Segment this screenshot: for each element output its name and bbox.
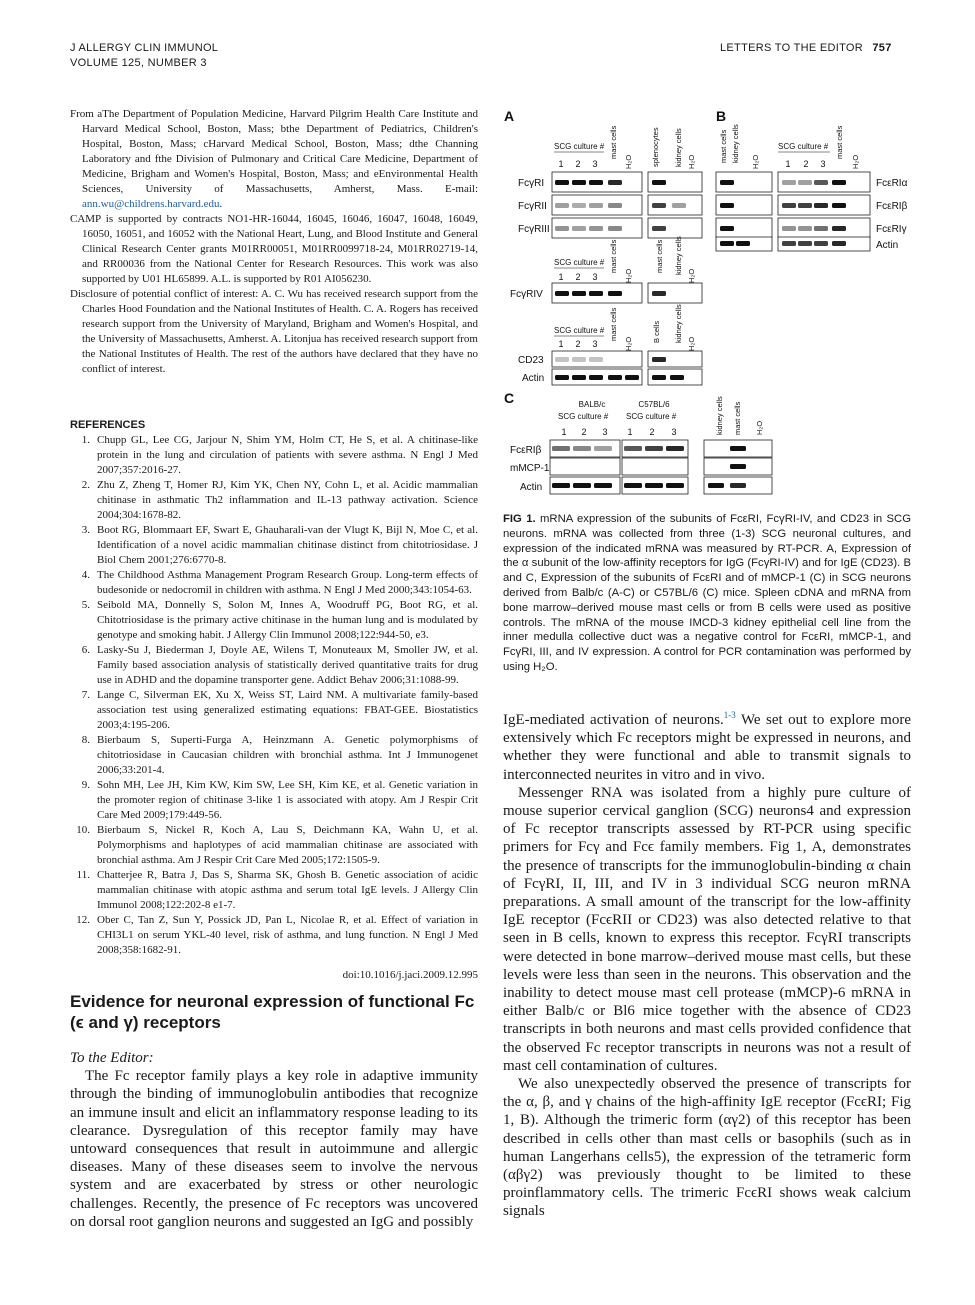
reference-text: Seibold MA, Donnelly S, Solon M, Innes A, Woodruff PG, Boot RG, et al. Chitotriosidase is the primary active chitinase in the human lung and is modulated by genotype and smoking habit. J Allergy Clin Immunol 2008;122:944-50, e3.: [97, 599, 478, 641]
reference-text: Chatterjee R, Batra J, Das S, Sharma SK, Ghosh B. Genetic association of acidic mammalian chitinase with atopic asthma and serum total IgE levels. J Allergy Clin Immunol 2008;122:202-8 e1-7.: [97, 869, 478, 911]
gel-band: [589, 180, 603, 185]
section-title: LETTERS TO THE EDITOR: [720, 42, 864, 54]
gel-band: [608, 180, 622, 185]
scg-culture-label: SCG culture #: [554, 142, 605, 151]
gel-band: [572, 375, 586, 380]
lane-number: 2: [803, 159, 809, 169]
page-number: 757: [872, 42, 892, 54]
gel-band: [555, 291, 569, 296]
lane-number: 1: [558, 159, 564, 169]
lane-number: 2: [575, 159, 581, 169]
gel-band: [782, 203, 796, 208]
reference-text: Zhu Z, Zheng T, Homer RJ, Kim YK, Chen NY, Cohn L, et al. Acidic mammalian chitinase in asthmatic Th2 inflammation and IL-13 pathway activation. Science 2004;304:1678-82.: [97, 479, 478, 521]
col-label-kidney: kidney cells: [674, 236, 683, 275]
gel-band: [798, 203, 812, 208]
gel-band: [589, 203, 603, 208]
intro-paragraph: The Fc receptor family plays a key role in adaptive immunity through the binding of immunoglobulin antibodies that recognize an immune insult and elicit an inflammatory response leading to its clearance. Dysregulation of this receptor family may have untoward consequences that result in autoimmune and allergic diseases. Many of these diseases seem to involve the nervous system and are exacerbated by stress or other neurologic challenges. Recently, the presence of Fc receptors was uncovered on dorsal root ganglion neurons and suggested an IgG and possibly: [70, 1068, 478, 1230]
lane-number: 3: [592, 272, 598, 282]
gel-band: [720, 241, 734, 246]
gel-band: [625, 375, 639, 380]
gel-band: [555, 357, 569, 362]
results-paragraph-2: We also unexpectedly observed the presence of transcripts for the α, β, and γ chains of the high-affinity IgE receptor (FcϵRI; Fig 1, B). Although the trimeric form (αγ2) of this receptor has been described in cells other than mast cells or basophils (such as in human Langerhans cells5), the expression of the tetrameric form (αβγ2) was previously thought to be limited to these proinflammatory cells. The trimeric FcϵRI shows weak calcium signals: [503, 1076, 911, 1220]
gel-band: [573, 483, 591, 488]
gel-band: [589, 291, 603, 296]
reference-text: Bierbaum S, Superti-Furga A, Heinzmann A. Genetic polymorphisms of chitotriosidase in Caucasian children with bronchial asthma. Int J Immunogenet 2006;33:201-4.: [97, 734, 478, 776]
col-label-h2o: H₂O: [755, 420, 764, 435]
row-label-cd23: CD23: [518, 355, 544, 366]
reference-list: [70, 433, 478, 958]
gel-band: [589, 226, 603, 231]
reference-item: [70, 733, 478, 778]
continued-paragraph: [503, 706, 911, 784]
row-label-b: Actin: [876, 240, 899, 251]
col-label-bcells: B cells: [652, 320, 661, 343]
gel-band: [652, 226, 666, 231]
reference-item: [70, 913, 478, 958]
col-label-h2o: H₂O: [624, 336, 633, 351]
gel-band: [594, 483, 612, 488]
gel-band: [832, 226, 846, 231]
gel-band: [730, 483, 746, 488]
salutation: To the Editor:: [70, 1050, 154, 1066]
lane-number: 3: [820, 159, 826, 169]
reference-item: [70, 688, 478, 733]
col-label-h2o: H₂O: [851, 154, 860, 169]
col-label-kidney: kidney cells: [731, 124, 740, 163]
row-label-c: Actin: [520, 482, 543, 493]
col-label-h2o: H₂O: [687, 336, 696, 351]
gel-band: [720, 203, 734, 208]
reference-text: Chupp GL, Lee CG, Jarjour N, Shim YM, Holm CT, He S, et al. A chitinase-like protein in the lung and circulation of patients with severe asthma. N Engl J Med 2007;357:2016-27.: [97, 434, 478, 476]
reference-text: Boot RG, Blommaart EF, Swart E, Ghauharali-van der Vlugt K, Bijl N, Moe C, et al. Identification of a novel acidic mammalian chitinase distinct from chitotriosidase. J Biol Chem 2001;276:6770-8.: [97, 524, 478, 566]
lane-number: 2: [575, 339, 581, 349]
lane-number: 3: [592, 339, 598, 349]
col-label-kidney: kidney cells: [715, 396, 724, 435]
reference-number: 12.: [76, 914, 90, 926]
reference-item: [70, 643, 478, 688]
gel-band: [670, 375, 684, 380]
col-label-h2o: H₂O: [624, 154, 633, 169]
reference-text: Bierbaum S, Nickel R, Koch A, Lau S, Deichmann KA, Wahn U, et al. Polymorphisms and haplotypes of acid mammalian chitinase are associated with bronchial asthma. Am J Respir Crit Care Med 2005;172:1505-9.: [97, 824, 478, 866]
continued-rest: We set out to explore more extensively which Fc receptors might be expressed in neurons, and whether they were functional and able to transmit signals to interconnected neurites in vitro and in vivo.: [503, 712, 911, 783]
doi[interactable]: doi:10.1016/j.jaci.2009.12.995: [342, 969, 478, 981]
reference-number: 6.: [81, 644, 90, 656]
gel-band: [666, 483, 684, 488]
gel-box: [550, 458, 620, 475]
scg-culture-label: SCG culture #: [554, 326, 605, 335]
reference-text: Ober C, Tan Z, Sun Y, Possick JD, Pan L, Nicolae R, et al. Effect of variation in CHI3L1 on serum YKL-40 level, risk of asthma, and lung function. N Engl J Med 2008;358:1682-91.: [97, 914, 478, 956]
row-label-a: FcγRI: [518, 178, 545, 189]
reference-text: The Childhood Asthma Management Program Research Group. Long-term effects of budesonide or nedocromil in children with asthma. N Engl J Med 2000;343:1054-63.: [97, 569, 478, 596]
lane-number: 1: [561, 427, 567, 437]
gel-band: [708, 483, 724, 488]
citation-1-3[interactable]: 1-3: [723, 710, 736, 720]
gel-band: [814, 241, 828, 246]
gel-band: [624, 446, 642, 451]
gel-band: [782, 180, 796, 185]
article-title: Evidence for neuronal expression of functional Fc (ϵ and γ) receptors: [70, 992, 475, 1032]
row-label-fcgriv: FcγRIV: [510, 289, 543, 300]
panel-label-b: B: [716, 108, 727, 124]
gel-box: [622, 458, 688, 475]
section-header: [720, 40, 892, 56]
reference-item: [70, 823, 478, 868]
row-label-b: FcεRIγ: [876, 224, 907, 235]
gel-band: [814, 203, 828, 208]
gel-band: [589, 375, 603, 380]
reference-number: 8.: [81, 734, 90, 746]
gel-band: [555, 226, 569, 231]
scg-culture-label: SCG culture #: [558, 412, 609, 421]
gel-band: [814, 180, 828, 185]
gel-band: [555, 203, 569, 208]
lane-number: 2: [581, 427, 587, 437]
gel-band: [652, 357, 666, 362]
gel-band: [572, 357, 586, 362]
reference-number: 4.: [81, 569, 90, 581]
caption-label: FIG 1.: [503, 513, 536, 525]
caption-text: mRNA expression of the subunits of FcεRI, FcγRI-IV, and CD23 in SCG neurons. mRNA was collected from three (1-3) SCG neuronal cultures, and expression of the indicated mRNA was measured by RT-PCR. A, Expression of the α subunit of the low-affinity receptors for IgG (FcγRI-IV) and for IgE (CD23). B and C, Expression of the subunits of FcεRI and of mMCP-1 (C) in SCG neurons derived from Balb/c (A-C) or C57BL/6 (C) mice. Spleen cDNA and mRNA from bone marrow–derived mouse mast cells or from B cells were used as positive controls. The mRNA of the mouse IMCD-3 kidney epithelial cell line from the inner medulla collective duct was a negative control for FcεRI, mMCP-1, and FcγRI, III, and IV expression. A control for PCR contamination was performed by using H₂O.: [503, 513, 911, 673]
continued-lead: IgE-mediated activation of neurons.: [503, 712, 724, 728]
col-label-h2o: H₂O: [751, 154, 760, 169]
gel-band: [624, 483, 642, 488]
reference-item: [70, 568, 478, 598]
row-label-b: FcεRIα: [876, 178, 908, 189]
col-label-mast: mast cells: [655, 239, 664, 273]
col-label-h2o: H₂O: [624, 268, 633, 283]
gel-band: [552, 483, 570, 488]
figure-caption: [503, 512, 911, 675]
reference-number: 5.: [81, 599, 90, 611]
lane-number: 1: [627, 427, 633, 437]
gel-band: [832, 241, 846, 246]
gel-band: [572, 226, 586, 231]
reference-number: 3.: [81, 524, 90, 536]
reference-item: [70, 478, 478, 523]
col-label-mast: mast cells: [609, 307, 618, 341]
gel-band: [608, 226, 622, 231]
lane-number: 3: [592, 159, 598, 169]
gel-band: [608, 291, 622, 296]
col-label-mast: mast cells: [609, 239, 618, 273]
scg-culture-label: SCG culture #: [554, 258, 605, 267]
reference-number: 9.: [81, 779, 90, 791]
reference-text: Lasky-Su J, Biederman J, Doyle AE, Wilens T, Monuteaux M, Smoller JW, et al. Family based association analysis of statistically derived quantitative traits for drug use in ADHD and the dopamine transporter gene. Addict Behav 2006;31:1088-99.: [97, 644, 478, 686]
reference-text: Lange C, Silverman EK, Xu X, Weiss ST, Laird NM. A multivariate family-based association test using generalized estimating equations: FBAT-GEE. Biostatistics 2003;4:195-206.: [97, 689, 478, 731]
lane-number: 1: [558, 339, 564, 349]
col-label-h2o: H₂O: [687, 268, 696, 283]
affiliation-text: From aThe Department of Population Medicine, Harvard Pilgrim Health Care Institute and Harvard Medical School, Boston, Mass; bthe Department of Pediatrics, Children's Hospital, Boston, Mass; cHarvard Medical School, Boston, Mass; dthe Channing Laboratory and fthe Division of Pulmonary and Critical Care Medicine, Department of Medicine, Brigham and Women's Hospital, Boston, Mass; and eEnvironmental Health Sciences, University of Massachusetts, Amherst, Mass. E-mail:: [70, 108, 478, 195]
volume-number: VOLUME 125, NUMBER 3: [70, 57, 207, 69]
gel-band: [832, 180, 846, 185]
gel-band: [555, 180, 569, 185]
gel-band: [652, 203, 666, 208]
right-column-text: [503, 706, 911, 1221]
reference-item: [70, 598, 478, 643]
col-label-kidney: kidney cells: [674, 128, 683, 167]
gel-band: [798, 241, 812, 246]
lane-number: 1: [558, 272, 564, 282]
row-label-c: FcεRIβ: [510, 445, 542, 456]
gel-band: [608, 203, 622, 208]
gel-band: [730, 464, 746, 469]
gel-band: [645, 446, 663, 451]
gel-band: [782, 226, 796, 231]
reference-number: 2.: [81, 479, 90, 491]
lane-number: 3: [671, 427, 677, 437]
lane-number: 1: [785, 159, 791, 169]
reference-item: [70, 523, 478, 568]
gel-band: [798, 180, 812, 185]
scg-culture-label: SCG culture #: [626, 412, 677, 421]
scg-culture-label: SCG culture #: [778, 142, 829, 151]
gel-band: [608, 375, 622, 380]
strain-label-c57: C57BL/6: [638, 400, 670, 409]
gel-band: [672, 203, 686, 208]
references-heading: REFERENCES: [70, 419, 146, 431]
reference-text: Sohn MH, Lee JH, Kim KW, Kim SW, Lee SH, Kim KE, et al. Genetic variation in the promoter region of chitinase 3-like 1 is associated with atopy. Am J Respir Crit Care Med 2009;179:449-56.: [97, 779, 478, 821]
panel-label-c: C: [504, 390, 515, 406]
reference-item: [70, 778, 478, 823]
gel-band: [736, 241, 750, 246]
reference-number: 11.: [76, 869, 90, 881]
email-link[interactable]: ann.wu@childrens.harvard.edu: [82, 198, 220, 210]
reference-item: [70, 868, 478, 913]
gel-band: [572, 291, 586, 296]
gel-band: [589, 357, 603, 362]
col-label-kidney: kidney cells: [674, 304, 683, 343]
strain-label-balbc: BALB/c: [578, 400, 606, 409]
gel-band: [594, 446, 612, 451]
col-label-mast: mast cells: [835, 125, 844, 159]
disclosure-statement: Disclosure of potential conflict of interest: A. C. Wu has received research support from the Charles Hood Foundation and the National Institutes of Health. C. A. Rogers has received research support from the University of Maryland, Brigham and Women's Hospital, and the University of Massachusetts, Amherst. A. Litonjua has received research support from the National Institutes of Health. The rest of the authors have declared that they have no conflict of interest.: [70, 288, 478, 375]
col-label-mast: mast cells: [609, 125, 618, 159]
row-label-b: FcεRIβ: [876, 201, 908, 212]
gel-band: [645, 483, 663, 488]
gel-band: [730, 446, 746, 451]
col-label-mast: mast cells: [733, 401, 742, 435]
col-label-spleno: splenocytes: [651, 127, 660, 167]
gel-band: [814, 226, 828, 231]
gel-band: [666, 446, 684, 451]
col-label-h2o: H₂O: [687, 154, 696, 169]
left-column: [70, 107, 478, 1231]
gel-band: [798, 226, 812, 231]
reference-number: 1.: [81, 434, 90, 446]
row-label-a: FcγRIII: [518, 224, 550, 235]
gel-band: [652, 291, 666, 296]
gel-band: [782, 241, 796, 246]
gel-band: [652, 180, 666, 185]
gel-band: [720, 180, 734, 185]
figure-1-gels: [500, 105, 920, 505]
col-label-mast: mast cells: [719, 129, 728, 163]
gel-band: [555, 375, 569, 380]
lane-number: 3: [602, 427, 608, 437]
gel-band: [652, 375, 666, 380]
row-label-a: FcγRII: [518, 201, 547, 212]
lane-number: 2: [575, 272, 581, 282]
reference-item: [70, 433, 478, 478]
gel-band: [720, 226, 734, 231]
affiliations: From aThe Department of Population Medicine, Harvard Pilgrim Health Care Institute and Harvard Medical School, Boston, Mass; bthe Department of Pediatrics, Children's Hospital, Boston, Mass; cHarvard Medical School, Boston, Mass; dthe Channing Laboratory and fthe Division of Pulmonary and Critical Care Medicine, Department of Medicine, Brigham and Women's Hospital, Boston, Mass; and eEnvironmental Health Sciences, University of Massachusetts, Amherst, Mass. E-mail: ann.wu@childrens.harvard.edu.: [70, 108, 478, 210]
reference-number: 10.: [76, 824, 90, 836]
panel-label-a: A: [504, 108, 515, 124]
gel-band: [832, 203, 846, 208]
row-label-actin: Actin: [522, 373, 545, 384]
funding-statement: CAMP is supported by contracts NO1-HR-16044, 16045, 16046, 16047, 16048, 16049, 16050, 16051, and 16052 with the National Heart, Lung, and Blood Institute and General Clinical Research Center grants M01RR00051, M01RR0099718-24, M01RR02719-14, and RR00036 from the National Center for Research Resources. This work was also supported by U01 HL65899. A.L. is supported by R01 AI056230.: [70, 213, 478, 285]
journal-name: J ALLERGY CLIN IMMUNOL: [70, 42, 219, 54]
gel-band: [573, 446, 591, 451]
row-label-c: mMCP-1: [510, 463, 550, 474]
gel-band: [572, 203, 586, 208]
results-paragraph-1: Messenger RNA was isolated from a highly pure culture of mouse superior cervical ganglion (SCG) neurons4 and expression of Fc receptor transcripts assessed by RT-PCR using specific primers for Fcγ and Fcϵ family members. Fig 1, A, demonstrates the presence of transcripts for the immunoglobulin-binding α chain of FcγRI, II, III, and IV in 3 individual SCG neuron mRNA preparations. A small amount of the transcript for the low-affinity IgE receptor (FcϵRII or CD23) was also detected relative to that seen in B cells, known to express this receptor. FcγRI transcripts were detected in bone marrow–derived mouse mast cells, but these levels were less than seen in the neurons. This observation and the inability to detect mouse mast cell protease (mMCP)-6 mRNA in either Balb/c or Bl6 mice together with the absence of CD23 transcripts in both neurons and mast cells provided confidence that the observed Fc receptor transcripts in neurons was not a result of mast cell contamination of cultures.: [503, 784, 911, 1074]
gel-band: [552, 446, 570, 451]
reference-number: 7.: [81, 689, 90, 701]
gel-band: [572, 180, 586, 185]
lane-number: 2: [649, 427, 655, 437]
